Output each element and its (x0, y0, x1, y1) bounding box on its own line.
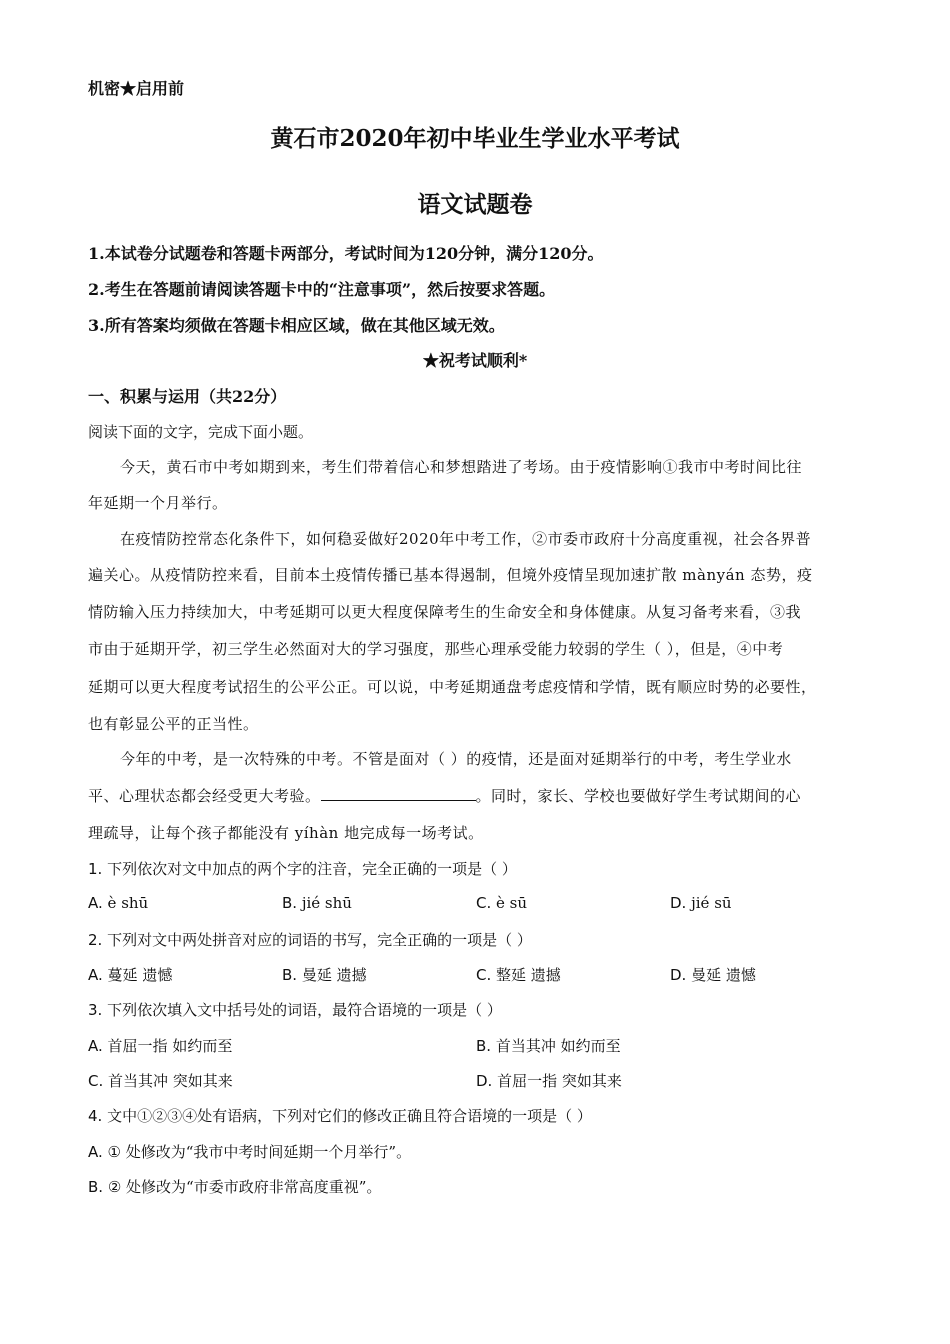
passage-line: 理疏导，让每个孩子都能没有 yíhàn 地完成每一场考试。 (88, 824, 484, 842)
passage-line: 延期可以更大程度考试招生的公平公正。可以说，中考延期通盘考虑疫情和学情，既有顺应时势的必要性， (88, 678, 817, 696)
option-2a[interactable]: A. 蔓延 遗憾 (88, 966, 173, 984)
question-number: 3. (88, 1001, 103, 1019)
question-2 (88, 929, 532, 950)
question-1 (88, 858, 517, 879)
question-4 (88, 1105, 592, 1126)
passage-line: 今天，黄石市中考如期到来，考生们带着信心和梦想踏进了考场。由于疫情影响①我市中考时间比往 (120, 458, 803, 476)
option-3c[interactable]: C. 首当其冲 突如其来 (88, 1072, 233, 1090)
section-heading: 一、积累与运用（共22分） (88, 387, 287, 406)
option-1b[interactable]: B. jié shū (282, 894, 352, 912)
notice-2: 2.考生在答题前请阅读答题卡中的“注意事项”，然后按要求答题。 (88, 280, 556, 299)
reading-instruction: 阅读下面的文字，完成下面小题。 (88, 423, 314, 441)
confidential-label: 机密★启用前 (88, 79, 185, 98)
option-4a[interactable]: A. ① 处修改为“我市中考时间延期一个月举行”。 (88, 1143, 412, 1161)
question-stem: 下列依次对文中加点的两个字的注音，完全正确的一项是（ ） (107, 860, 517, 878)
good-luck-line: ★祝考试顺利* (422, 351, 528, 370)
option-3b[interactable]: B. 首当其冲 如约而至 (476, 1037, 621, 1055)
passage-line: 市由于延期开学，初三学生必然面对大的学习强度，那些心理承受能力较弱的学生（ ），但是，④中考 (88, 640, 784, 658)
option-2b[interactable]: B. 曼延 遗撼 (282, 966, 367, 984)
question-number: 1. (88, 860, 103, 878)
passage-line: 情防输入压力持续加大，中考延期可以更大程度保障考生的生命安全和身体健康。从复习备考来看，③我 (88, 603, 802, 621)
option-3a[interactable]: A. 首屈一指 如约而至 (88, 1037, 233, 1055)
option-4b[interactable]: B. ② 处修改为“市委市政府非常高度重视”。 (88, 1178, 382, 1196)
passage-line: 也有彰显公平的正当性。 (88, 715, 259, 733)
option-1c[interactable]: C. è sū (476, 894, 528, 912)
option-2d[interactable]: D. 曼延 遗憾 (670, 966, 756, 984)
passage-line: 遍关心。从疫情防控来看，目前本土疫情传播已基本得遏制，但境外疫情呈现加速扩散 mànyán 态势，疫 (88, 566, 813, 584)
passage-line: 今年的中考，是一次特殊的中考。不管是面对（ ）的疫情，还是面对延期举行的中考，考生学业水 (120, 750, 792, 768)
question-number: 4. (88, 1107, 103, 1125)
notice-3: 3.所有答案均须做在答题卡相应区域，做在其他区域无效。 (88, 316, 505, 335)
question-stem: 文中①②③④处有语病，下列对它们的修改正确且符合语境的一项是（ ） (107, 1107, 592, 1125)
question-number: 2. (88, 931, 103, 949)
option-1a[interactable]: A. è shū (88, 894, 149, 912)
question-stem: 下列对文中两处拼音对应的词语的书写，完全正确的一项是（ ） (107, 931, 532, 949)
question-stem: 下列依次填入文中括号处的词语，最符合语境的一项是（ ） (107, 1001, 502, 1019)
fill-in-blank (321, 786, 476, 801)
passage-text: 平、心理状态都会经受更大考验。 (88, 787, 321, 805)
option-3d[interactable]: D. 首屈一指 突如其来 (476, 1072, 622, 1090)
passage-line (88, 785, 801, 806)
question-3 (88, 999, 502, 1020)
exam-title: 黄石市2020年初中毕业生学业水平考试 (270, 125, 680, 152)
option-2c[interactable]: C. 整延 遗撼 (476, 966, 561, 984)
exam-subtitle: 语文试题卷 (417, 191, 533, 218)
option-1d[interactable]: D. jié sū (670, 894, 732, 912)
passage-line: 年延期一个月举行。 (88, 494, 228, 512)
passage-text: 。同时，家长、学校也要做好学生考试期间的心 (475, 787, 802, 805)
notice-1: 1.本试卷分试题卷和答题卡两部分，考试时间为120分钟，满分120分。 (88, 244, 604, 263)
passage-line: 在疫情防控常态化条件下，如何稳妥做好2020年中考工作，②市委市政府十分高度重视，社会各界普 (120, 530, 812, 548)
